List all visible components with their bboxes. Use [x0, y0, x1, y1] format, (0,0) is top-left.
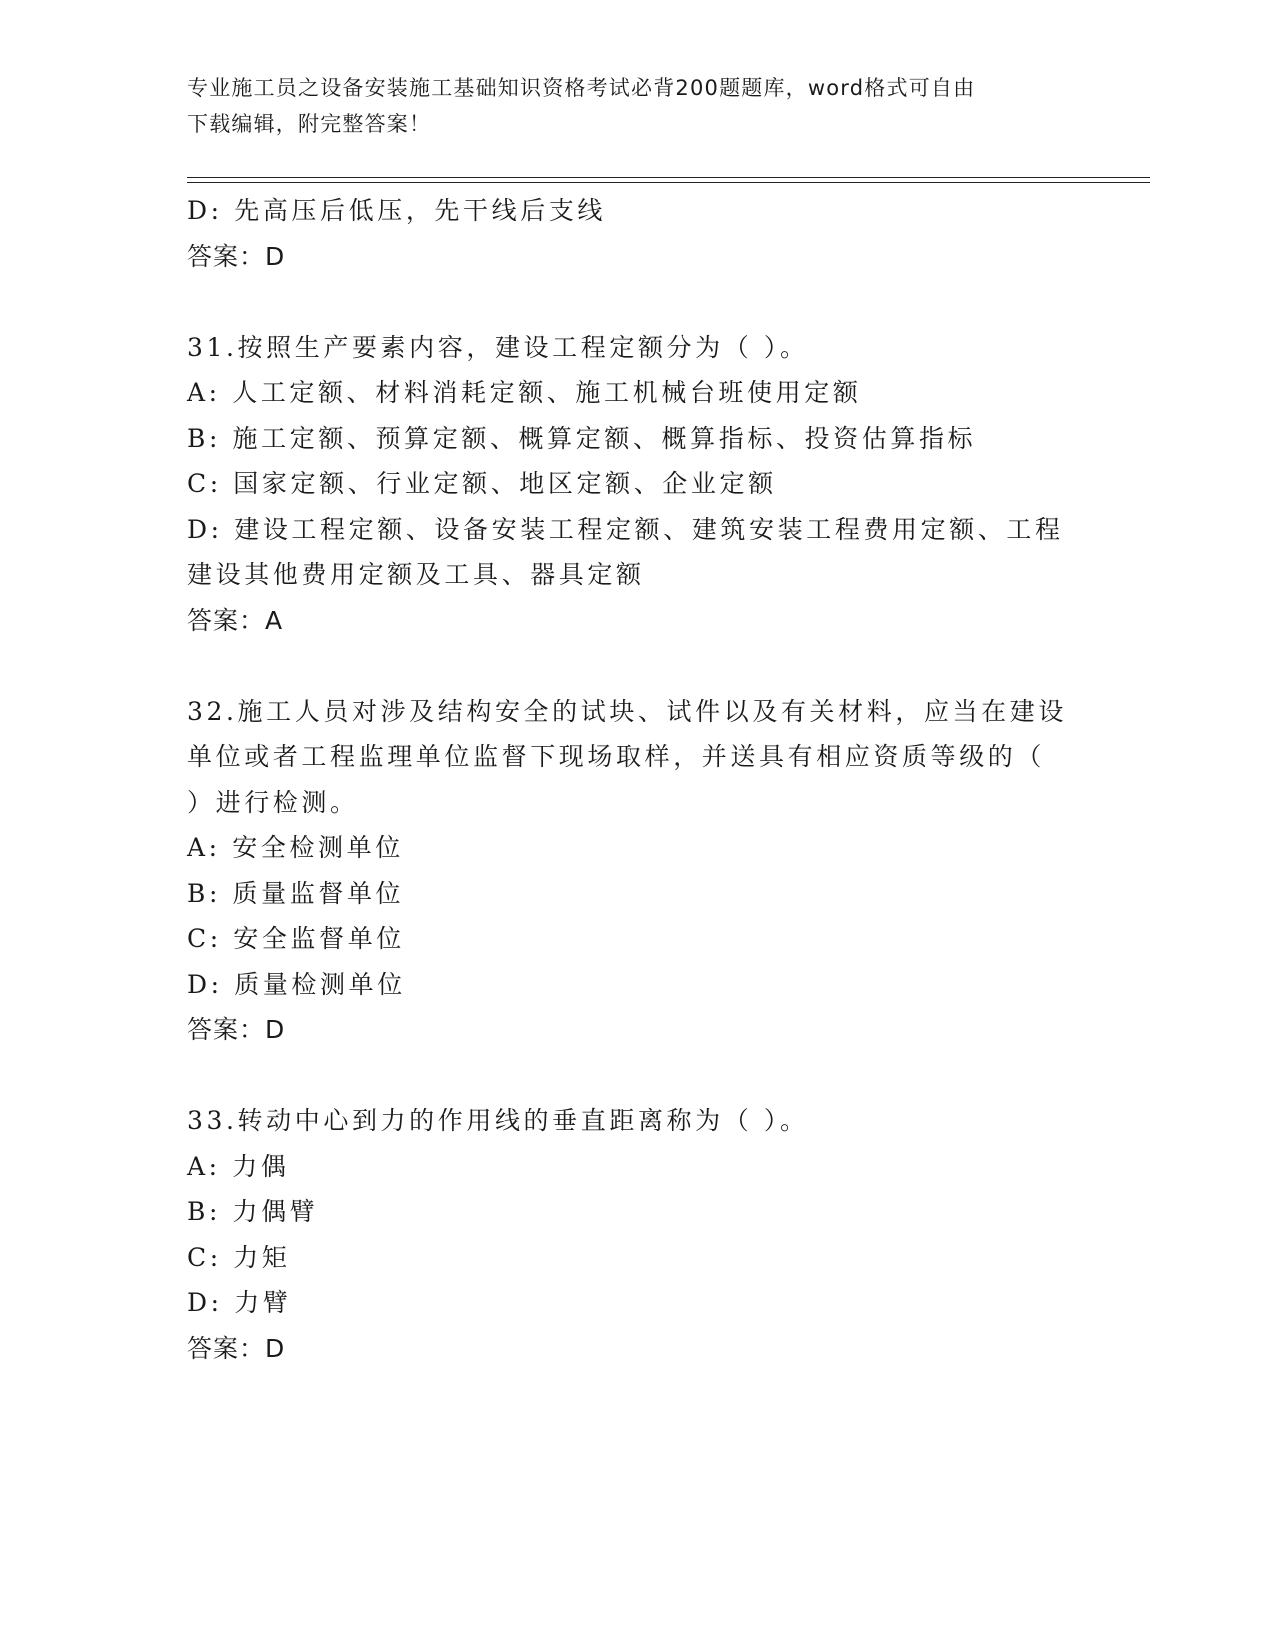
previous-question-tail: [187, 188, 1087, 279]
option-b: B: 质量监督单位: [187, 878, 405, 908]
header-title-line-1: 专业施工员之设备安装施工基础知识资格考试必背200题题库，word格式可自由: [187, 76, 976, 100]
question-stem-line-1: 32.施工人员对涉及结构安全的试块、试件以及有关材料，应当在建设: [187, 696, 1067, 726]
option-b: B: 施工定额、预算定额、概算定额、概算指标、投资估算指标: [187, 423, 977, 453]
spacer: [187, 643, 1087, 689]
header-divider-bottom: [187, 182, 1150, 183]
question-33: [187, 1098, 1087, 1371]
option-c: C: 力矩: [187, 1242, 291, 1272]
question-stem: 33.转动中心到力的作用线的垂直距离称为（ ）。: [187, 1106, 809, 1135]
option-b: B: 力偶臂: [187, 1197, 319, 1226]
answer-line: 答案：D: [187, 1333, 286, 1363]
question-31: [187, 325, 1087, 644]
option-d: D: 质量检测单位: [187, 969, 406, 999]
option-a: A: 力偶: [187, 1151, 290, 1181]
question-stem: 31.按照生产要素内容，建设工程定额分为（ ）。: [187, 332, 809, 362]
header-title-line-2: 下载编辑，附完整答案！: [187, 112, 432, 136]
header-divider-top: [187, 177, 1150, 178]
option-c: C: 国家定额、行业定额、地区定额、企业定额: [187, 469, 777, 498]
option-d: D: 先高压后低压，先干线后支线: [187, 196, 607, 225]
answer-line: 答案：D: [187, 1015, 286, 1044]
option-a: A: 安全检测单位: [187, 833, 404, 862]
option-d-line-1: D: 建设工程定额、设备安装工程定额、建筑安装工程费用定额、工程: [187, 514, 1064, 544]
spacer: [187, 279, 1087, 325]
document-header: [187, 70, 1067, 142]
spacer: [187, 1053, 1087, 1099]
option-a: A: 人工定额、材料消耗定额、施工机械台班使用定额: [187, 378, 862, 407]
option-c: C: 安全监督单位: [187, 924, 405, 953]
question-stem-line-2: 单位或者工程监理单位监督下现场取样，并送具有相应资质等级的（: [187, 742, 1046, 771]
question-content: [187, 188, 1087, 1371]
question-stem-line-3: ）进行检测。: [187, 787, 359, 817]
answer-line: 答案：D: [187, 241, 286, 271]
option-d-line-2: 建设其他费用定额及工具、器具定额: [187, 560, 645, 589]
answer-line: 答案：A: [187, 605, 284, 635]
option-d: D: 力臂: [187, 1288, 292, 1317]
question-32: [187, 689, 1087, 1053]
